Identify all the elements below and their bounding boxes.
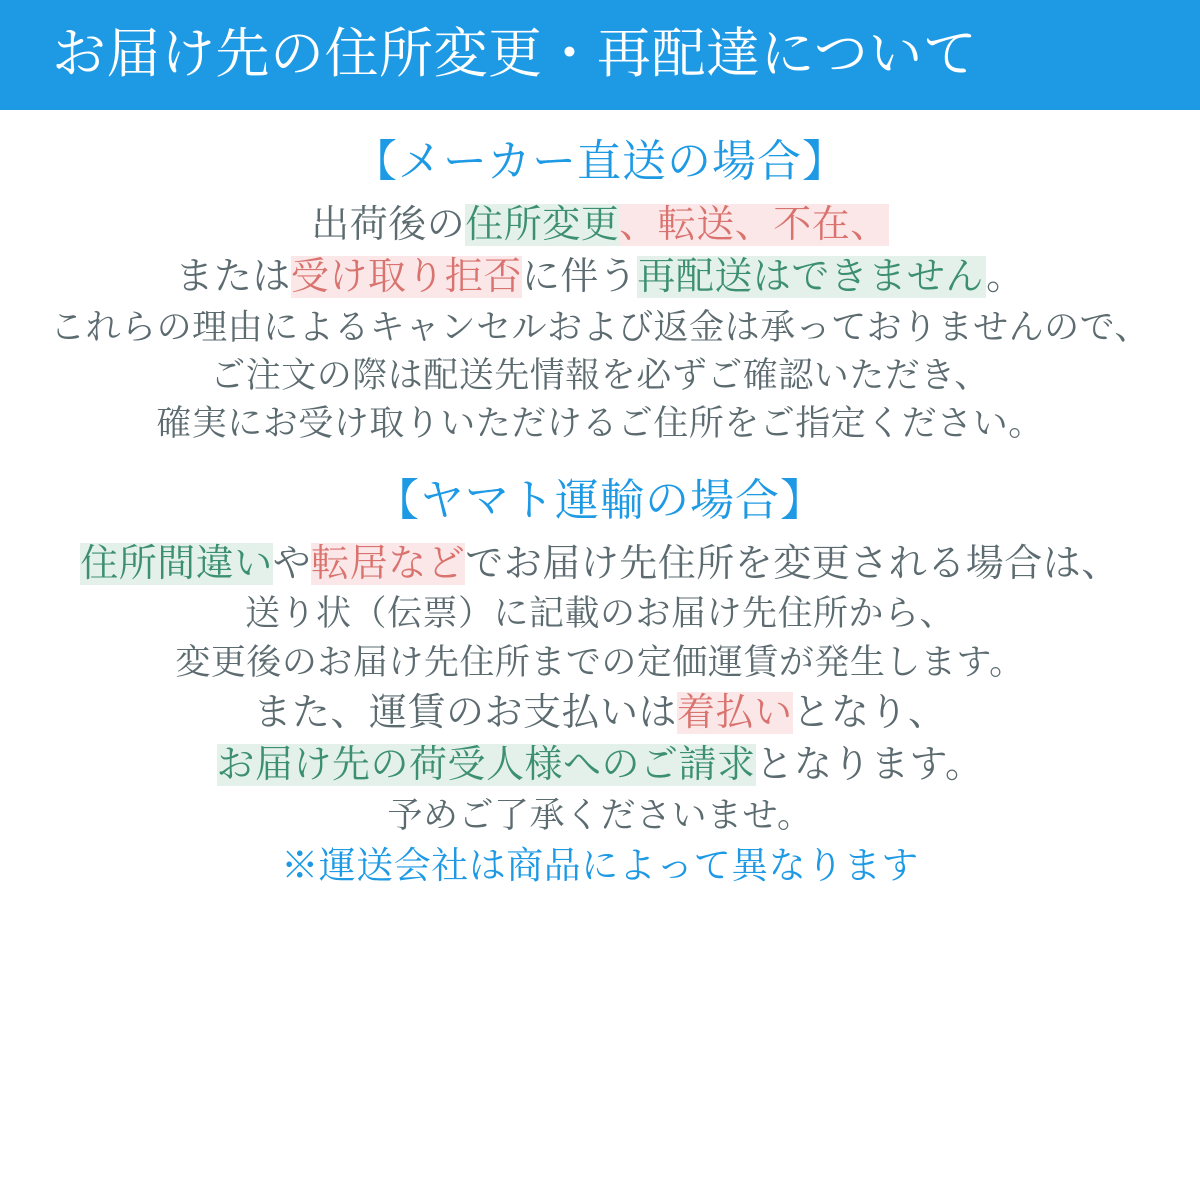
text-run: に伴う bbox=[521, 256, 638, 299]
text-line bbox=[16, 251, 1184, 303]
text-line bbox=[16, 400, 1184, 448]
notice-content bbox=[0, 134, 1200, 891]
text-line bbox=[16, 590, 1184, 638]
section-yamato bbox=[16, 473, 1184, 840]
page-title: お届け先の住所変更・再配達について bbox=[52, 24, 978, 85]
text-run: 予めご了承くださいませ。 bbox=[387, 795, 813, 835]
highlight-run: 不在 bbox=[773, 204, 851, 246]
text-run: 変更後のお届け先住所までの定価運賃が発生します。 bbox=[175, 642, 1025, 682]
highlight-run: 再配送はできません bbox=[637, 256, 987, 299]
highlight-run: 、 bbox=[850, 204, 889, 246]
section-heading-yamato: 【ヤマト運輸の場合】 bbox=[375, 475, 825, 525]
text-line bbox=[16, 304, 1184, 352]
text-run: また、運賃のお支払いは bbox=[253, 691, 677, 734]
text-line bbox=[16, 792, 1184, 840]
text-run: でお届け先住所を変更される場合は、 bbox=[465, 542, 1120, 585]
section-heading-maker: 【メーカー直送の場合】 bbox=[352, 137, 848, 186]
text-line bbox=[16, 199, 1184, 251]
page-header bbox=[0, 0, 1200, 110]
highlight-run: 住所間違い bbox=[80, 542, 273, 585]
text-run: 出荷後の bbox=[311, 204, 466, 246]
text-line bbox=[16, 352, 1184, 400]
text-run: 送り状（伝票）に記載のお届け先住所から、 bbox=[244, 594, 955, 634]
text-run: や bbox=[272, 542, 312, 585]
highlight-run: 転居など bbox=[311, 542, 466, 585]
highlight-run: お届け先の荷受人様へのご請求 bbox=[216, 744, 756, 787]
highlight-run: 受け取り拒否 bbox=[290, 256, 522, 299]
text-run: となります。 bbox=[755, 744, 984, 787]
highlight-run: 住所変更 bbox=[465, 204, 620, 246]
text-run: となり、 bbox=[792, 691, 947, 734]
highlight-run: 転送 bbox=[657, 204, 735, 246]
text-run: 確実にお受け取りいただけるご住所をご指定ください。 bbox=[156, 404, 1044, 444]
text-run: ご注文の際は配送先情報を必ずご確認いただき、 bbox=[210, 356, 990, 396]
text-line bbox=[16, 687, 1184, 739]
footnote: ※運送会社は商品によって異なります bbox=[281, 844, 919, 886]
highlight-run: 、 bbox=[619, 204, 658, 246]
text-line bbox=[16, 739, 1184, 791]
highlight-run: 、 bbox=[734, 204, 774, 246]
text-line bbox=[16, 538, 1184, 590]
text-run: または bbox=[175, 256, 291, 299]
section-maker-direct bbox=[16, 134, 1184, 449]
highlight-run: 着払い bbox=[676, 691, 793, 734]
text-run: 。 bbox=[986, 256, 1025, 299]
text-run: これらの理由によるキャンセルおよび返金は承っておりませんので、 bbox=[50, 307, 1150, 347]
text-line bbox=[16, 639, 1184, 687]
